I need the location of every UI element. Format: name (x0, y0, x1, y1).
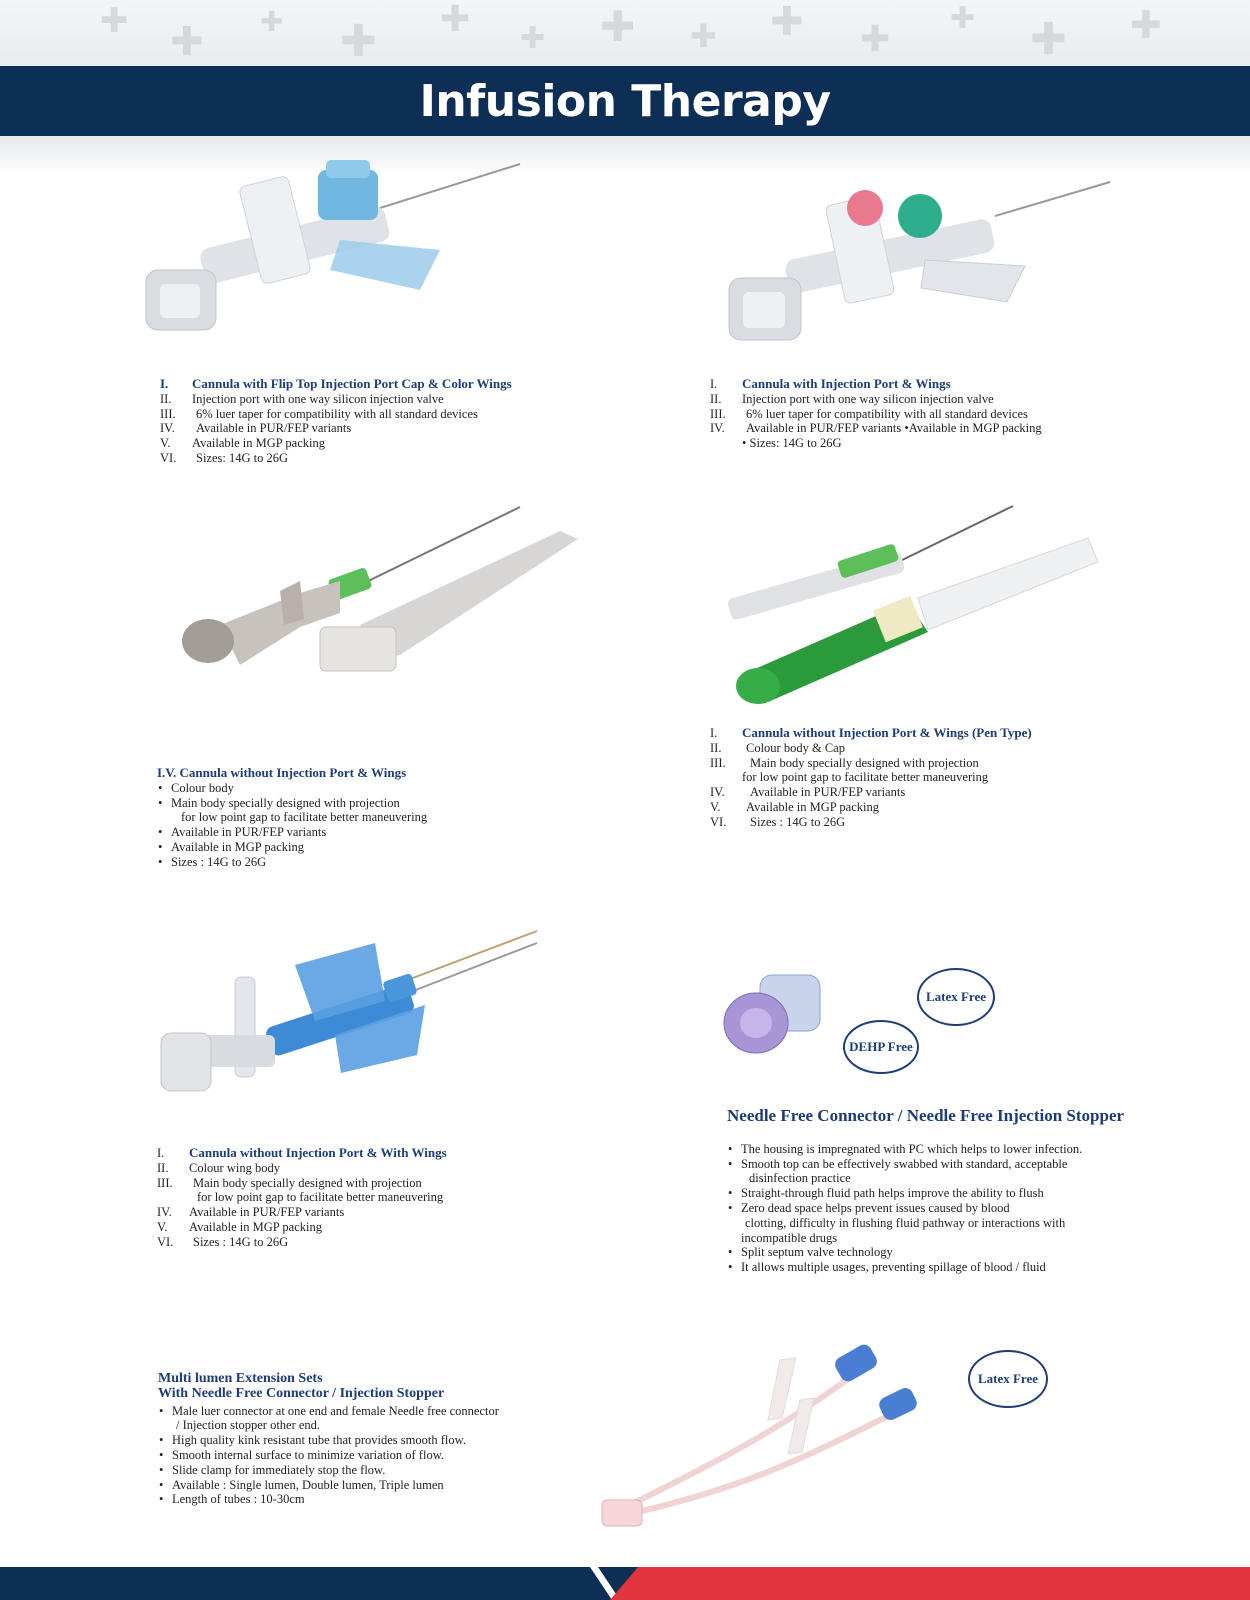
product-needle-free-connector (727, 1106, 1207, 1275)
cross-icon: ✚ (520, 21, 546, 56)
list-item: • Slide clamp for immediately stop the flow. (158, 1463, 598, 1478)
extension-set-image (600, 1340, 920, 1540)
list-item: • Available in MGP packing (157, 840, 577, 855)
list-item: Sizes : 14G to 26G (193, 1234, 289, 1249)
latex-free-badge (917, 968, 995, 1026)
green-port (898, 194, 942, 238)
badge-label: Latex Free (925, 989, 987, 1004)
list-item-continuation: / Injection stopper other end. (176, 1418, 321, 1433)
cross-icon: ✚ (440, 0, 471, 40)
list-number: I. (710, 377, 718, 391)
product-injection-port-cannula (710, 377, 1130, 451)
list-item: Colour wing body (189, 1160, 280, 1175)
list-number: II. (157, 1160, 169, 1175)
list-item: Available in MGP packing (192, 436, 325, 451)
list-item: • Sizes : 14G to 26G (157, 855, 577, 870)
list-item: Injection port with one way silicon injection valve (742, 391, 994, 406)
cannula-with-wings-image (155, 925, 555, 1115)
list-number: III. (160, 406, 176, 421)
list-item: • Colour body (157, 781, 577, 796)
cross-icon: ✚ (1030, 14, 1067, 65)
cannula-flip-top-image (140, 150, 540, 350)
product-title: Cannula with Flip Top Injection Port Cap & Color Wings (192, 376, 512, 391)
cross-icon: ✚ (260, 5, 284, 38)
list-item: • Smooth top can be effectively swabbed with standard, acceptable (727, 1157, 1207, 1172)
list-item: Main body specially designed with projection (193, 1175, 422, 1190)
list-item: Main body specially designed with projection (750, 755, 979, 770)
cross-icon: ✚ (860, 19, 891, 60)
cross-icon: ✚ (600, 2, 636, 51)
product-title: Multi lumen Extension Sets (158, 1371, 323, 1386)
list-number: III. (710, 755, 726, 770)
list-number: II. (160, 391, 172, 406)
list-item: • It allows multiple usages, preventing spillage of blood / fluid (727, 1260, 1207, 1275)
list-item: Available in PUR/FEP variants (196, 421, 352, 436)
cross-icon: ✚ (1130, 3, 1162, 47)
list-item: • Available : Single lumen, Double lumen, Triple lumen (158, 1478, 598, 1493)
list-item: Injection port with one way silicon injection valve (192, 391, 444, 406)
top-pattern-band (0, 0, 1250, 66)
list-item: • Main body specially designed with projection (157, 796, 577, 811)
product-flip-top-cannula (160, 377, 580, 466)
list-item: • Length of tubes : 10-30cm (158, 1492, 598, 1507)
page-title: Infusion Therapy (419, 75, 831, 127)
product-title: Needle Free Connector / Needle Free Injection Stopper (727, 1106, 1125, 1125)
list-number: VI. (160, 450, 177, 465)
product-title: Cannula without Injection Port & Wings (Pen Type) (742, 725, 1032, 740)
list-item: Sizes : 14G to 26G (750, 814, 846, 829)
list-item: • Available in PUR/FEP variants (157, 825, 577, 840)
list-item: • Zero dead space helps prevent issues caused by blood (727, 1201, 1207, 1216)
list-number: V. (157, 1219, 168, 1234)
cannula-injection-port-image (725, 170, 1125, 350)
list-item: Available in MGP packing (189, 1219, 322, 1234)
list-item: • High quality kink resistant tube that provides smooth flow. (158, 1433, 598, 1448)
footer-accent (610, 1567, 1250, 1600)
list-item: • Smooth internal surface to minimize variation of flow. (158, 1448, 598, 1463)
list-item: • Straight-through fluid path helps improve the ability to flush (727, 1186, 1207, 1201)
list-item-continuation: incompatible drugs (741, 1230, 838, 1245)
iv-cannula-image (180, 505, 600, 705)
badge-label: Latex Free (977, 1371, 1039, 1386)
list-item: Available in PUR/FEP variants •Available in MGP packing (746, 421, 1042, 436)
list-item-continuation: disinfection practice (749, 1171, 851, 1186)
list-item: Available in MGP packing (746, 799, 879, 814)
list-item-continuation: clotting, difficulty in flushing fluid pathway or interactions with (745, 1215, 1066, 1230)
cross-icon: ✚ (100, 1, 129, 41)
cross-icon: ✚ (170, 19, 204, 65)
list-item: Sizes: 14G to 26G (196, 450, 289, 465)
list-item: 6% luer taper for compatibility with all standard devices (746, 406, 1028, 421)
list-item-continuation: for low point gap to facilitate better maneuvering (181, 810, 428, 825)
list-number: VI. (710, 814, 727, 829)
list-number: IV. (160, 421, 175, 436)
list-number: I. (157, 1146, 165, 1160)
product-iv-cannula (157, 766, 577, 870)
list-number: IV. (710, 785, 725, 800)
list-number: IV. (157, 1205, 172, 1220)
list-number: II. (710, 740, 722, 755)
list-number: III. (157, 1175, 173, 1190)
list-item: Colour body & Cap (746, 740, 845, 755)
list-item: for low point gap to facilitate better maneuvering (742, 770, 989, 785)
list-item: for low point gap to facilitate better maneuvering (197, 1190, 444, 1205)
list-number: III. (710, 406, 726, 421)
cross-icon: ✚ (690, 17, 717, 55)
product-title: Cannula with Injection Port & Wings (742, 376, 951, 391)
list-item: • The housing is impregnated with PC which helps to lower infection. (727, 1142, 1207, 1157)
product-title: Cannula without Injection Port & With Wings (189, 1145, 447, 1160)
cross-icon: ✚ (770, 0, 804, 45)
page-header (0, 66, 1250, 136)
cross-icon: ✚ (340, 16, 377, 66)
dehp-free-badge (843, 1020, 919, 1074)
list-item: 6% luer taper for compatibility with all standard devices (196, 406, 478, 421)
list-item: • Split septum valve technology (727, 1245, 1207, 1260)
product-subtitle: With Needle Free Connector / Injection Stopper (158, 1385, 445, 1401)
latex-free-badge (968, 1350, 1048, 1408)
pink-cap (847, 190, 883, 226)
list-item: Available in PUR/FEP variants (750, 785, 906, 800)
pen-type-cannula-image (728, 502, 1128, 712)
list-number: V. (710, 799, 721, 814)
cross-icon: ✚ (950, 1, 976, 36)
list-number: VI. (157, 1234, 174, 1249)
list-number: II. (710, 391, 722, 406)
list-number (710, 770, 742, 785)
list-item: • Sizes: 14G to 26G (742, 436, 842, 451)
product-title: I.V. Cannula without Injection Port & Wings (157, 765, 407, 780)
product-cannula-with-wings (157, 1146, 577, 1250)
list-item: Available in PUR/FEP variants (189, 1205, 345, 1220)
product-multi-lumen-extension-set (158, 1372, 598, 1507)
list-number: I. (160, 376, 169, 391)
wing (330, 240, 440, 290)
list-number: IV. (710, 421, 725, 436)
list-number (157, 1190, 189, 1205)
product-pen-type-cannula (710, 726, 1130, 830)
list-number: V. (160, 436, 171, 451)
list-item: • Male luer connector at one end and female Needle free connector (158, 1404, 598, 1419)
needle-free-connector-image (720, 965, 840, 1065)
list-number: I. (710, 726, 718, 740)
badge-label: DEHP Free (849, 1039, 913, 1054)
